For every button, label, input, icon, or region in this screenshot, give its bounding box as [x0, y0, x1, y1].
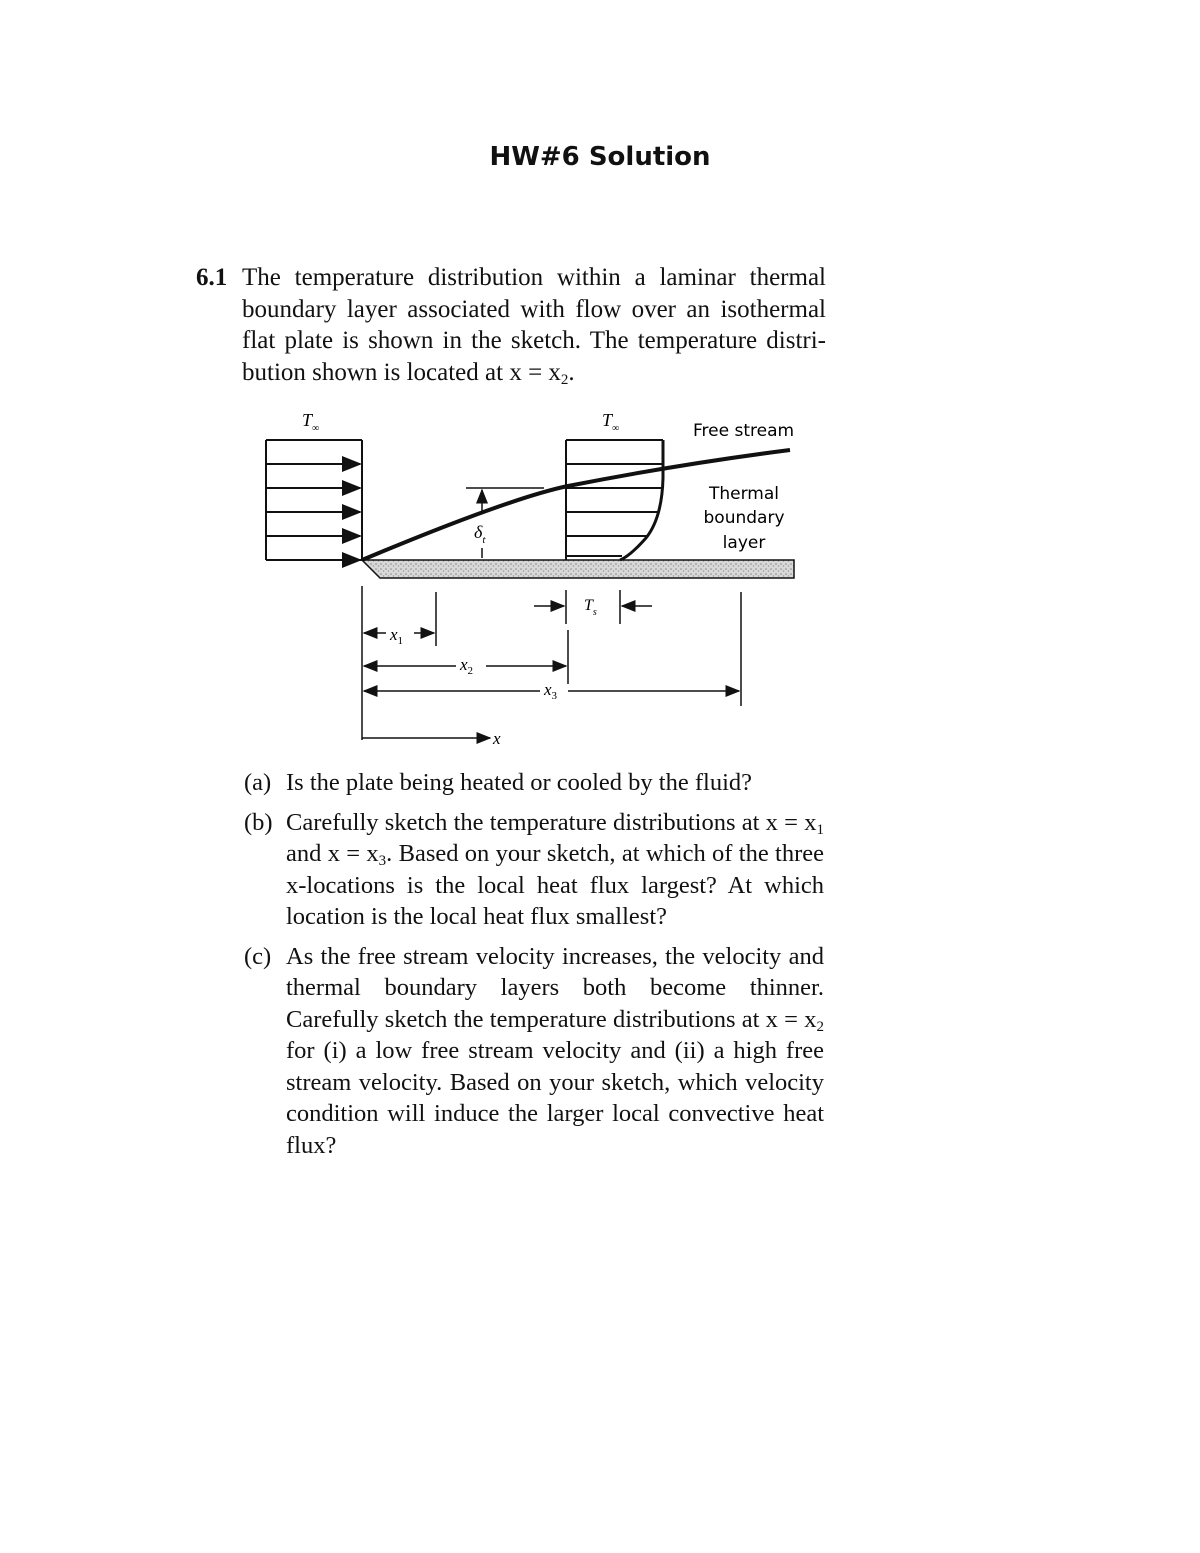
page-title: HW#6 Solution	[489, 142, 711, 172]
temperature-profile-x2	[566, 440, 663, 560]
thermal-label-3: layer	[722, 533, 766, 553]
t-inf-left-label: $T_\infty$	[302, 410, 320, 434]
x-axis-label: x	[493, 729, 501, 748]
part-b: (b) Carefully sketch the temperature distributions at $x = x_1$ and $x = x_3$. Based on your sketch, at which of the three x-locations is the local heat flux largest? At which location is the local heat flux smallest?	[244, 808, 824, 930]
flat-plate	[362, 560, 794, 578]
thermal-label-2: boundary	[703, 508, 785, 528]
delta-t-label: $\delta_t$	[474, 522, 486, 546]
problem-statement	[196, 262, 826, 388]
problem-text: The temperature distribution within a laminar thermal boundary layer associated with flow over an isothermal flat plate is shown in the sketch. The temperature distri-bution shown is located at $x = x_2$.	[242, 264, 826, 388]
dimension-lines	[362, 586, 741, 740]
x2-label: $x_2$	[460, 655, 474, 677]
part-a: (a) Is the plate being heated or cooled by the fluid?	[244, 769, 753, 796]
free-stream-label: Free stream	[693, 421, 795, 441]
question-parts	[244, 767, 824, 1169]
x3-label: $x_3$	[544, 680, 558, 702]
part-c: (c) As the free stream velocity increases, the velocity and thermal boundary layers both become thinner. Carefully sketch the temperature distributions at $x = x_2$ for (i) a low free stream velocity and (ii) a high free stream velocity. Based on your sketch, which velocity condition will induce the larger local convective heat flux?	[244, 942, 824, 1159]
boundary-layer-sketch	[250, 398, 810, 758]
boundary-layer-figure	[250, 398, 810, 763]
ts-label: $T_s$	[584, 597, 597, 618]
thermal-label-1: Thermal	[708, 484, 780, 504]
x1-label: $x_1$	[390, 625, 404, 647]
inlet-profile	[266, 440, 362, 560]
t-inf-right-label: $T_\infty$	[602, 410, 620, 434]
problem-number: 6.1	[196, 264, 228, 291]
